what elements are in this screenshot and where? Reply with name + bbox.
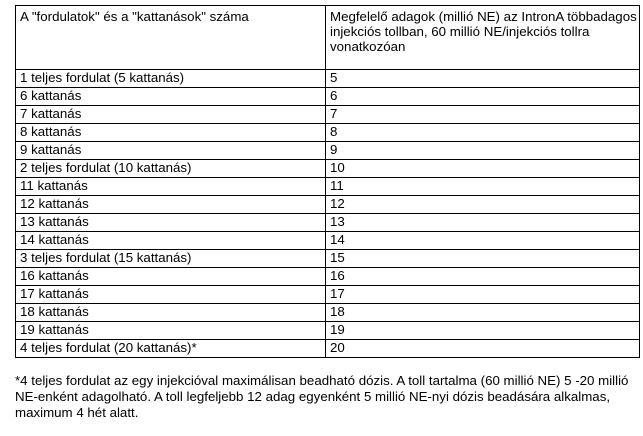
table-row: [16, 160, 640, 178]
clicks-cell: 19 kattanás: [16, 322, 326, 340]
clicks-cell: 17 kattanás: [16, 286, 326, 304]
clicks-cell: 3 teljes fordulat (15 kattanás): [16, 250, 326, 268]
table-header-row: [16, 6, 640, 70]
dose-cell: 5: [326, 70, 640, 88]
dose-cell: 11: [326, 178, 640, 196]
header-dose-cell: Megfelelő adagok (millió NE) az IntronA többadagos injekciós tollban, 60 millió NE/injekciós tollra vonatkozóan: [326, 6, 640, 70]
footnote: *4 teljes fordulat az egy injekcióval maximálisan beadható dózis. A toll tartalma (60 millió NE) 5 -20 millió NE-enként adagolható. A toll legfeljebb 12 adag egyenként 5 millió NE-nyi dózis beadására alkalmas, maximum 4 hét alatt.: [15, 373, 629, 420]
dose-cell: 17: [326, 286, 640, 304]
dose-cell: 14: [326, 232, 640, 250]
dose-cell: 12: [326, 196, 640, 214]
table-row: [16, 196, 640, 214]
table-row: [16, 142, 640, 160]
clicks-cell: 8 kattanás: [16, 124, 326, 142]
clicks-cell: 6 kattanás: [16, 88, 326, 106]
clicks-cell: 16 kattanás: [16, 268, 326, 286]
table-row: [16, 268, 640, 286]
clicks-cell: 11 kattanás: [16, 178, 326, 196]
dose-cell: 9: [326, 142, 640, 160]
clicks-cell: 13 kattanás: [16, 214, 326, 232]
table-row: [16, 106, 640, 124]
dose-cell: 20: [326, 340, 640, 358]
dose-cell: 13: [326, 214, 640, 232]
dose-cell: 10: [326, 160, 640, 178]
dose-table-body: [16, 6, 640, 358]
clicks-cell: 4 teljes fordulat (20 kattanás)*: [16, 340, 326, 358]
dose-cell: 18: [326, 304, 640, 322]
dose-cell: 19: [326, 322, 640, 340]
clicks-cell: 7 kattanás: [16, 106, 326, 124]
clicks-cell: 2 teljes fordulat (10 kattanás): [16, 160, 326, 178]
table-row: [16, 88, 640, 106]
table-row: [16, 232, 640, 250]
clicks-cell: 18 kattanás: [16, 304, 326, 322]
header-clicks-cell: A "fordulatok" és a "kattanások" száma: [16, 6, 326, 70]
table-row: [16, 214, 640, 232]
table-row: [16, 70, 640, 88]
table-row: [16, 250, 640, 268]
clicks-cell: 12 kattanás: [16, 196, 326, 214]
dose-cell: 8: [326, 124, 640, 142]
dose-cell: 15: [326, 250, 640, 268]
table-row: [16, 322, 640, 340]
table-row: [16, 304, 640, 322]
dose-cell: 16: [326, 268, 640, 286]
clicks-cell: 14 kattanás: [16, 232, 326, 250]
table-row: [16, 286, 640, 304]
table-row: [16, 124, 640, 142]
dose-table: [15, 5, 640, 358]
dose-cell: 6: [326, 88, 640, 106]
clicks-cell: 1 teljes fordulat (5 kattanás): [16, 70, 326, 88]
table-row: [16, 340, 640, 358]
clicks-cell: 9 kattanás: [16, 142, 326, 160]
dose-cell: 7: [326, 106, 640, 124]
table-row: [16, 178, 640, 196]
